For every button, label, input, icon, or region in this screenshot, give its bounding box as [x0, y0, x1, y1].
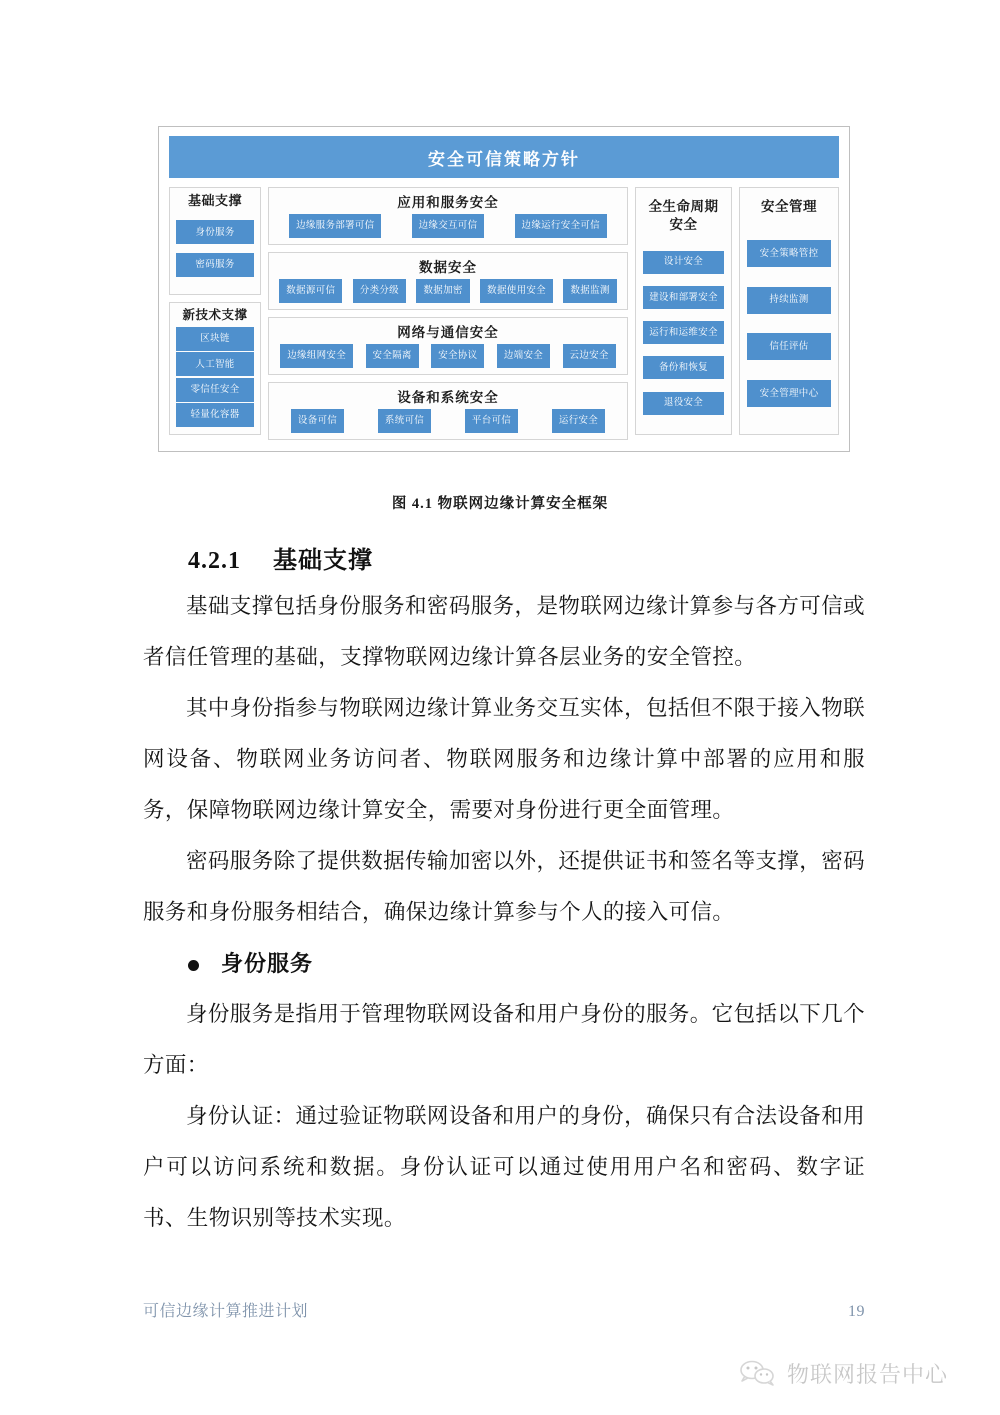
layer-chips: [277, 344, 619, 368]
chip-data-source-trust: 数据源可信: [279, 279, 342, 303]
chip-design-security: 设计安全: [643, 251, 724, 274]
paragraph-1: 基础支撑包括身份服务和密码服务，是物联网边缘计算参与各方可信或者信任管理的基础，支撑物联网边缘计算各层业务的安全管控。: [143, 594, 865, 669]
paragraph-3: 密码服务除了提供数据传输加密以外，还提供证书和签名等支撑，密码服务和身份服务相结合，确保边缘计算参与个人的接入可信。: [143, 849, 865, 924]
lifecycle-chips: [643, 234, 724, 427]
basic-support-panel: [169, 187, 261, 295]
chip-build-deploy-security: 建设和部署安全: [643, 286, 724, 309]
chip-edge-runtime-security-trust: 边缘运行安全可信: [515, 214, 607, 238]
bullet-dot-icon: [188, 960, 199, 971]
chip-data-classification: 分类分级: [353, 279, 406, 303]
chip-continuous-monitoring: 持续监测: [747, 287, 831, 314]
chip-lightweight-container: 轻量化容器: [176, 403, 254, 427]
page-number: 19: [848, 1303, 865, 1320]
page-footer: [143, 1298, 865, 1321]
bullet-heading-identity-service: [143, 938, 865, 989]
chip-runtime-security: 运行安全: [552, 409, 605, 433]
paragraph-5: 身份认证：通过验证物联网设备和用户的身份，确保只有合法设备和用户可以访问系统和数据。身份认证可以通过使用用户名和密码、数字证书、生物识别等技术实现。: [143, 1104, 865, 1230]
layer-chips: [277, 279, 619, 303]
lifecycle-security-title: 全生命周期安全: [648, 199, 719, 233]
layer-stack: [268, 187, 628, 435]
figure-caption: 图 4.1 物联网边缘计算安全框架: [391, 496, 609, 512]
wechat-icon: [738, 1359, 778, 1389]
chip-crypto-service: 密码服务: [176, 253, 254, 277]
security-management-panel: [739, 187, 839, 435]
chip-system-trust: 系统可信: [378, 409, 431, 433]
lifecycle-security-panel: [635, 187, 732, 435]
chip-security-protocol: 安全协议: [431, 344, 484, 368]
chip-edge-service-deploy-trust: 边缘服务部署可信: [289, 214, 381, 238]
new-tech-support-chips: [176, 324, 254, 429]
new-tech-support-title: 新技术支撑: [182, 308, 248, 322]
policy-banner: 安全可信策略方针: [169, 136, 839, 178]
chip-blockchain: 区块链: [176, 327, 254, 351]
basic-support-title: 基础支撑: [187, 193, 242, 208]
paragraph-4: 身份服务是指用于管理物联网设备和用户身份的服务。它包括以下几个方面：: [143, 1002, 865, 1077]
chip-security-management-center: 安全管理中心: [747, 380, 831, 407]
security-framework-diagram: [158, 126, 850, 452]
chip-data-encryption: 数据加密: [416, 279, 469, 303]
chip-data-monitoring: 数据监测: [563, 279, 616, 303]
chip-zero-trust: 零信任安全: [176, 378, 254, 402]
chip-data-usage-security: 数据使用安全: [480, 279, 553, 303]
chip-device-trust: 设备可信: [291, 409, 344, 433]
layer-network-communication-security: [268, 317, 628, 375]
layer-title: 应用和服务安全: [397, 195, 499, 210]
chip-backup-recovery: 备份和恢复: [643, 356, 724, 379]
section-title: 基础支撑: [273, 548, 373, 574]
section-number: 4.2.1: [188, 548, 241, 574]
chip-security-policy-control: 安全策略管控: [747, 240, 831, 267]
security-management-chips: [747, 216, 831, 427]
chip-cloud-edge-security: 云边安全: [563, 344, 616, 368]
watermark-text: 物联网报告中心: [787, 1362, 949, 1387]
chip-trust-assessment: 信任评估: [747, 333, 831, 360]
framework-columns: [169, 187, 839, 435]
chip-ai: 人工智能: [176, 352, 254, 376]
layer-chips: [277, 214, 619, 238]
page-title: [143, 540, 865, 575]
chip-edge-networking-security: 边缘组网安全: [280, 344, 353, 368]
chip-platform-trust: 平台可信: [465, 409, 518, 433]
layer-title: 设备和系统安全: [397, 390, 499, 405]
new-tech-support-panel: [169, 302, 261, 435]
chip-decommission-security: 退役安全: [643, 392, 724, 415]
layer-title: 数据安全: [419, 260, 477, 275]
document-body: [143, 540, 865, 1244]
chip-edge-device-security: 边端安全: [497, 344, 550, 368]
layer-application-service-security: [268, 187, 628, 245]
watermark: [738, 1358, 948, 1389]
chip-edge-interaction-trust: 边缘交互可信: [412, 214, 485, 238]
chip-operation-maintenance-security: 运行和运维安全: [643, 321, 724, 344]
security-management-title: 安全管理: [761, 199, 817, 214]
layer-data-security: [268, 252, 628, 310]
layer-device-system-security: [268, 382, 628, 440]
layer-chips: [277, 409, 619, 433]
chip-security-isolation: 安全隔离: [366, 344, 419, 368]
chip-identity-service: 身份服务: [176, 220, 254, 244]
layer-title: 网络与通信安全: [397, 325, 499, 340]
footer-left-text: 可信边缘计算推进计划: [143, 1303, 309, 1320]
basic-support-chips: [176, 210, 254, 288]
bullet-label: 身份服务: [221, 951, 314, 976]
support-column: [169, 187, 261, 435]
paragraph-2: 其中身份指参与物联网边缘计算业务交互实体，包括但不限于接入物联网设备、物联网业务访问者、物联网服务和边缘计算中部署的应用和服务，保障物联网边缘计算安全，需要对身份进行更全面管理。: [143, 696, 865, 822]
